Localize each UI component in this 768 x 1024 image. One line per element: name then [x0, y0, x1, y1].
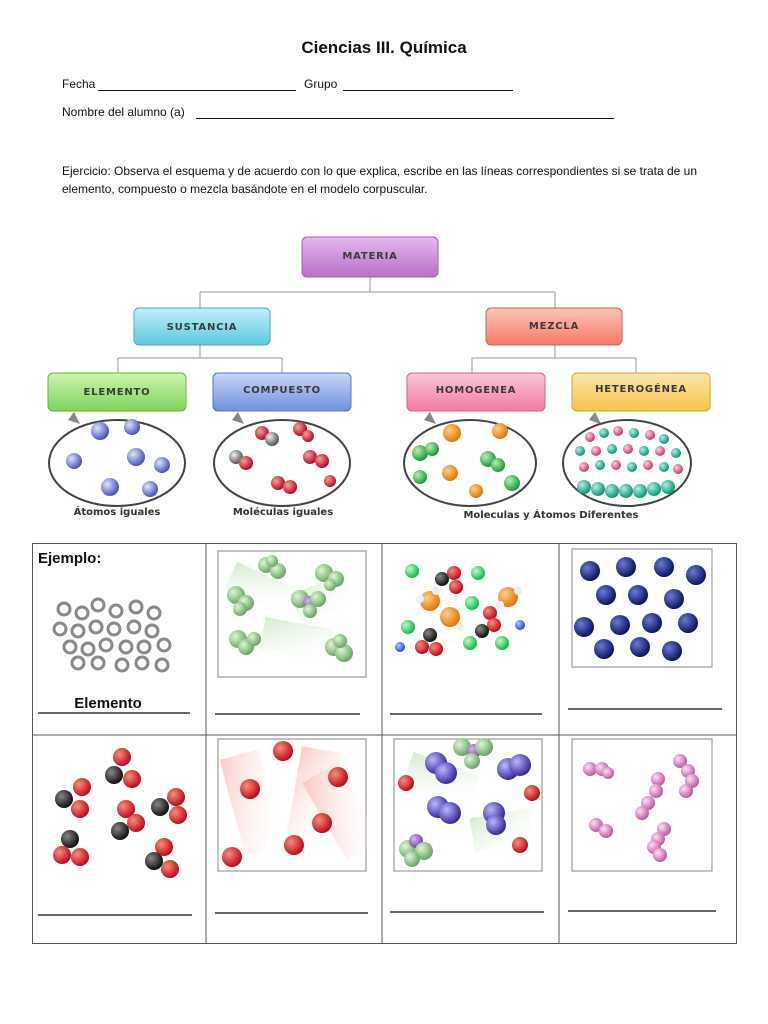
instructions-text: Ejercicio: Observa el esquema y de acuerdo con lo que explica, escribe en las líneas correspondientes si se trata de un elemento, compuesto o mezcla basándote en el modelo corpuscular.	[62, 164, 698, 196]
box-mezcla-label: MEZCLA	[528, 321, 580, 332]
cell-3	[390, 564, 542, 714]
box-elemento	[48, 373, 186, 411]
nombre-line[interactable]	[196, 118, 614, 119]
cell-example	[38, 550, 190, 713]
box-heterogenea	[572, 373, 710, 411]
black-red-particles	[53, 748, 187, 878]
fecha-line[interactable]	[98, 90, 296, 91]
nombre-label: Nombre del alumno (a)	[62, 105, 185, 119]
fecha-label: Fecha	[62, 77, 96, 91]
grupo-label: Grupo	[304, 77, 338, 91]
box-mezcla	[486, 308, 622, 345]
box-sustancia-label: SUSTANCIA	[166, 322, 238, 333]
ellipse-elemento	[49, 412, 185, 506]
mixed-particles	[395, 564, 525, 656]
caption-moleculas-atomos-diferentes: Moleculas y Átomos Diferentes	[463, 510, 639, 521]
exercise-grid	[32, 543, 737, 945]
caption-atomos-iguales: Átomos iguales	[73, 507, 161, 518]
box-materia-label: MATERIA	[342, 251, 398, 262]
box-homogenea	[407, 373, 545, 411]
box-elemento-label: ELEMENTO	[83, 387, 151, 398]
caption-moleculas-iguales: Moléculas iguales	[232, 507, 334, 518]
gray-ring-particles	[54, 599, 170, 671]
box-compuesto-label: COMPUESTO	[243, 385, 321, 396]
page-title: Ciencias III. Química	[301, 38, 467, 57]
box-heterogenea-label: HETEROGÉNEA	[595, 384, 687, 395]
ellipse-heterogenea	[563, 412, 691, 506]
cell-4	[568, 549, 722, 709]
grupo-line[interactable]	[343, 90, 513, 91]
cell-7	[390, 738, 544, 912]
cell-8	[568, 739, 716, 911]
cell-2	[215, 551, 366, 714]
cell-6	[215, 739, 382, 913]
ellipse-compuesto	[214, 412, 350, 506]
concept-map	[0, 225, 768, 530]
box-sustancia	[134, 308, 270, 345]
example-answer: Elemento	[74, 695, 142, 712]
cell-5	[38, 748, 192, 915]
ellipse-homogenea	[404, 412, 536, 506]
box-homogenea-label: HOMOGENEA	[435, 385, 517, 396]
box-materia	[302, 237, 438, 277]
example-label: Ejemplo:	[38, 550, 102, 567]
box-compuesto	[213, 373, 351, 411]
